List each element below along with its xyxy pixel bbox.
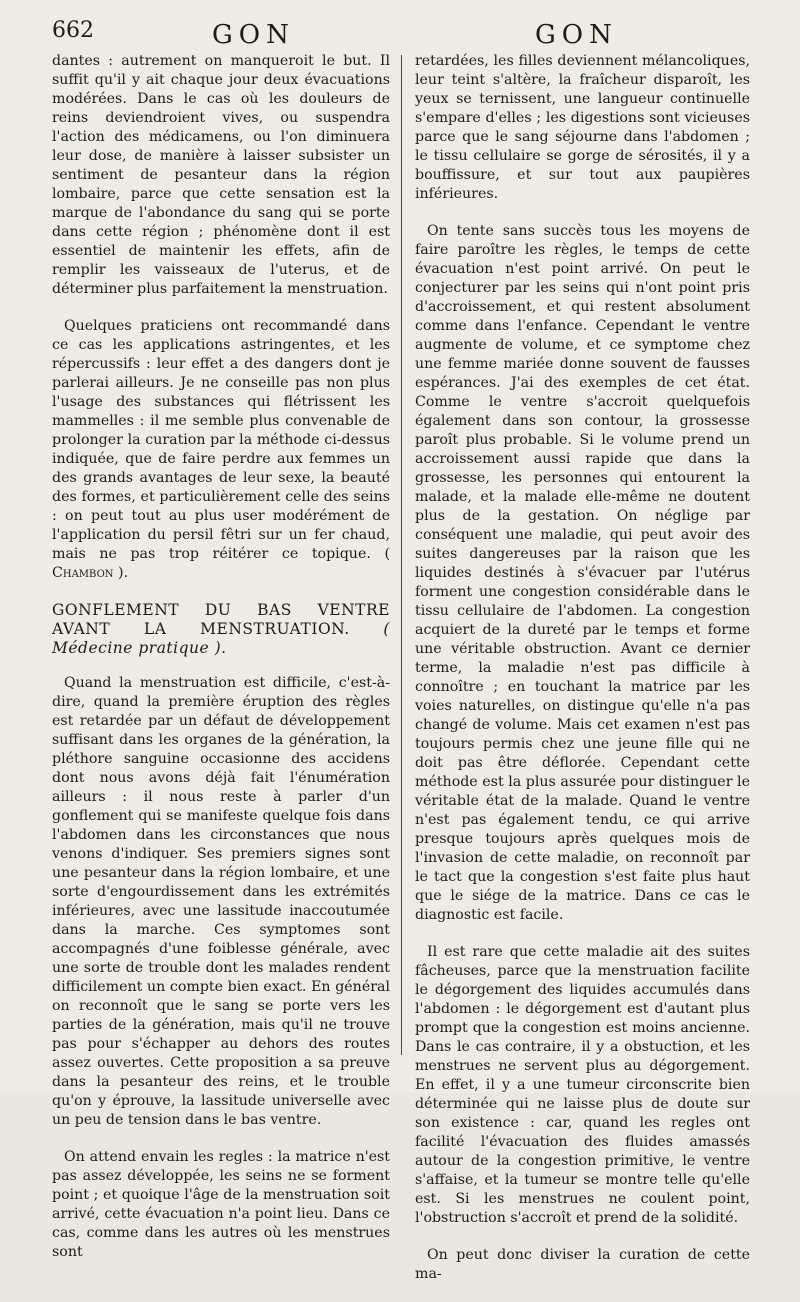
paragraph-text: Quelques praticiens ont recommandé dans ce cas les applications astringentes, et les répercussifs : leur effet a des dangers dont je parlerai ailleurs. Je ne conseille pas non plus l'usage des substances qui flétrissent les mammelles : il me semble plus convenable de prolonger la curation par la méthode ci-dessus indiquée, que de faire perdre aux femmes un des grands avantages de leur sexe, la beauté des formes, et particulièrement celle des seins : on peut tout au plus user modérément de l'application du persil fêtri sur un fer chaud, mais ne pas trop réitérer ce topique. bbox=[52, 318, 390, 562]
article-title-main: GONFLEMENT DU BAS VENTRE AVANT LA MENSTRUATION. bbox=[52, 601, 390, 638]
paragraph: On attend envain les regles : la matrice n'est pas assez développée, les seins ne se forment point ; et quoique l'âge de la menstruation soit arrivé, cette évacuation n'a point lieu. Dans ce cas, comme dans les autres où les menstrues sont bbox=[52, 1149, 390, 1260]
right-column bbox=[415, 52, 750, 1302]
paragraph bbox=[52, 317, 390, 583]
article-title-subject: ( Médecine pratique ). bbox=[52, 620, 390, 657]
paragraph: dantes : autrement on manqueroit le but. Il suffit qu'il y ait chaque jour deux évacuations modérées. Dans le cas où les douleurs de reins deviendroient vives, ou suspendra l'action des médicamens, ou l'on diminuera leur dose, de manière à laisser subsister un sentiment de pesanteur dans la région lombaire, parce que cette sensation est la marque de l'abondance du sang qui se porte dans cette région ; phénomène dont il est essentiel de maintenir les effets, afin de remplir les vaisseaux de l'uterus, et de déterminer plus parfaitement la menstruation. bbox=[52, 53, 390, 297]
running-head-right: GON bbox=[535, 20, 618, 50]
page-number: 662 bbox=[52, 18, 94, 43]
paragraph: retardées, les filles deviennent mélancoliques, leur teint s'altère, la fraîcheur disparoît, les yeux se ternissent, une langueur continuelle s'empare d'elles ; les digestions sont vicieuses parce que le sang séjourne dans l'abdomen ; le tissu cellulaire se gorge de sérosités, il y a bouffissure, et sur tout aux paupières inférieures. bbox=[415, 53, 750, 202]
paragraph: On peut donc diviser la curation de cette ma- bbox=[415, 1247, 750, 1282]
paragraph: Quand la menstruation est difficile, c'est-à-dire, quand la première éruption des règles est retardée par un défaut de développement suffisant dans les organes de la génération, la pléthore sanguine occasionne des accidens dont nous avons déjà fait l'énumération ailleurs : il nous reste à parler d'un gonflement qui se manifeste quelque fois dans l'abdomen dans les circonstances que nous venons d'indiquer. Ses premiers signes sont une pesanteur dans la région lombaire, et une sorte d'engourdissement dans les extrémités inférieures, avec une lassitude inaccoutumée dans la marche. Ces symptomes sont accompagnés d'une foiblesse générale, avec une sorte de trouble dont les malades rendent difficilement un compte bien exact. En général on reconnoît que le sang se porte vers les parties de la génération, mais qu'il ne trouve pas pour s'échapper au dehors des routes assez ouvertes. Cette proposition a sa preuve dans la pesanteur des reins, et le trouble qu'on y éprouve, la lassitude universelle avec un peu de tension dans le bas ventre. bbox=[52, 675, 390, 1128]
paragraph: On tente sans succès tous les moyens de faire paroître les règles, le temps de cette évacuation n'est point arrivé. On peut le conjecturer par les seins qui n'ont point pris d'accroissement, et qui restent absolument comme dans l'enfance. Cependant le ventre augmente de volume, et ce symptome chez une femme mariée donne souvent de fausses espérances. J'ai des exemples de cet état. Comme le ventre s'accroit quelquefois également dans son contour, la grossesse paroît plus probable. Si le volume prend un accroissement aussi rapide que dans la grossesse, les personnes qui entourent la malade, et la malade elle-même ne doutent plus de la gestation. On néglige par conséquent une maladie, qui peut avoir des suites dangereuses par la raison que les liquides destinés à s'évacuer par l'utérus forment une congestion considérable dans le tissu cellulaire de l'abdomen. La congestion acquiert de la dureté par le temps et forme une véritable obstruction. Avant ce dernier terme, la maladie n'est pas difficile à connoître ; en touchant la matrice par les voies naturelles, on distingue qu'elle n'a pas changé de volume. Mais cet examen n'est pas toujours permis chez une jeune fille qui ne doit pas être déflorée. Cependant cette méthode est la plus assurée pour distinguer le véritable état de la malade. Quand le ventre n'est pas également tendu, ce qui arrive presque toujours après quelques mois de l'invasion de cette maladie, on reconnoît par le tact que la congestion s'est faite plus haut que le siége de la matrice. Dans ce cas le diagnostic est facile. bbox=[415, 223, 750, 923]
author-signature: ( Chambon ). bbox=[52, 546, 390, 581]
running-head-left: GON bbox=[212, 20, 295, 50]
column-divider bbox=[401, 55, 402, 1055]
left-column bbox=[52, 52, 390, 1280]
article-title bbox=[52, 601, 390, 658]
paragraph: Il est rare que cette maladie ait des suites fâcheuses, parce que la menstruation facilite le dégorgement des liquides accumulés dans l'abdomen : le dégorgement est d'autant plus prompt que la congestion est moins ancienne. Dans le cas contraire, il y a obstuction, et les menstrues ne servent plus au dégorgement. En effet, il y a une tumeur circonscrite bien déterminée qui ne laisse plus de doute sur son existence : car, quand les regles ont facilité l'évacuation des fluides amassés autour de la congestion primitive, le ventre s'affaise, et la tumeur se montre telle qu'elle est. Si les menstrues ne coulent point, l'obstruction s'accroît et prend de la solidité. bbox=[415, 944, 750, 1226]
